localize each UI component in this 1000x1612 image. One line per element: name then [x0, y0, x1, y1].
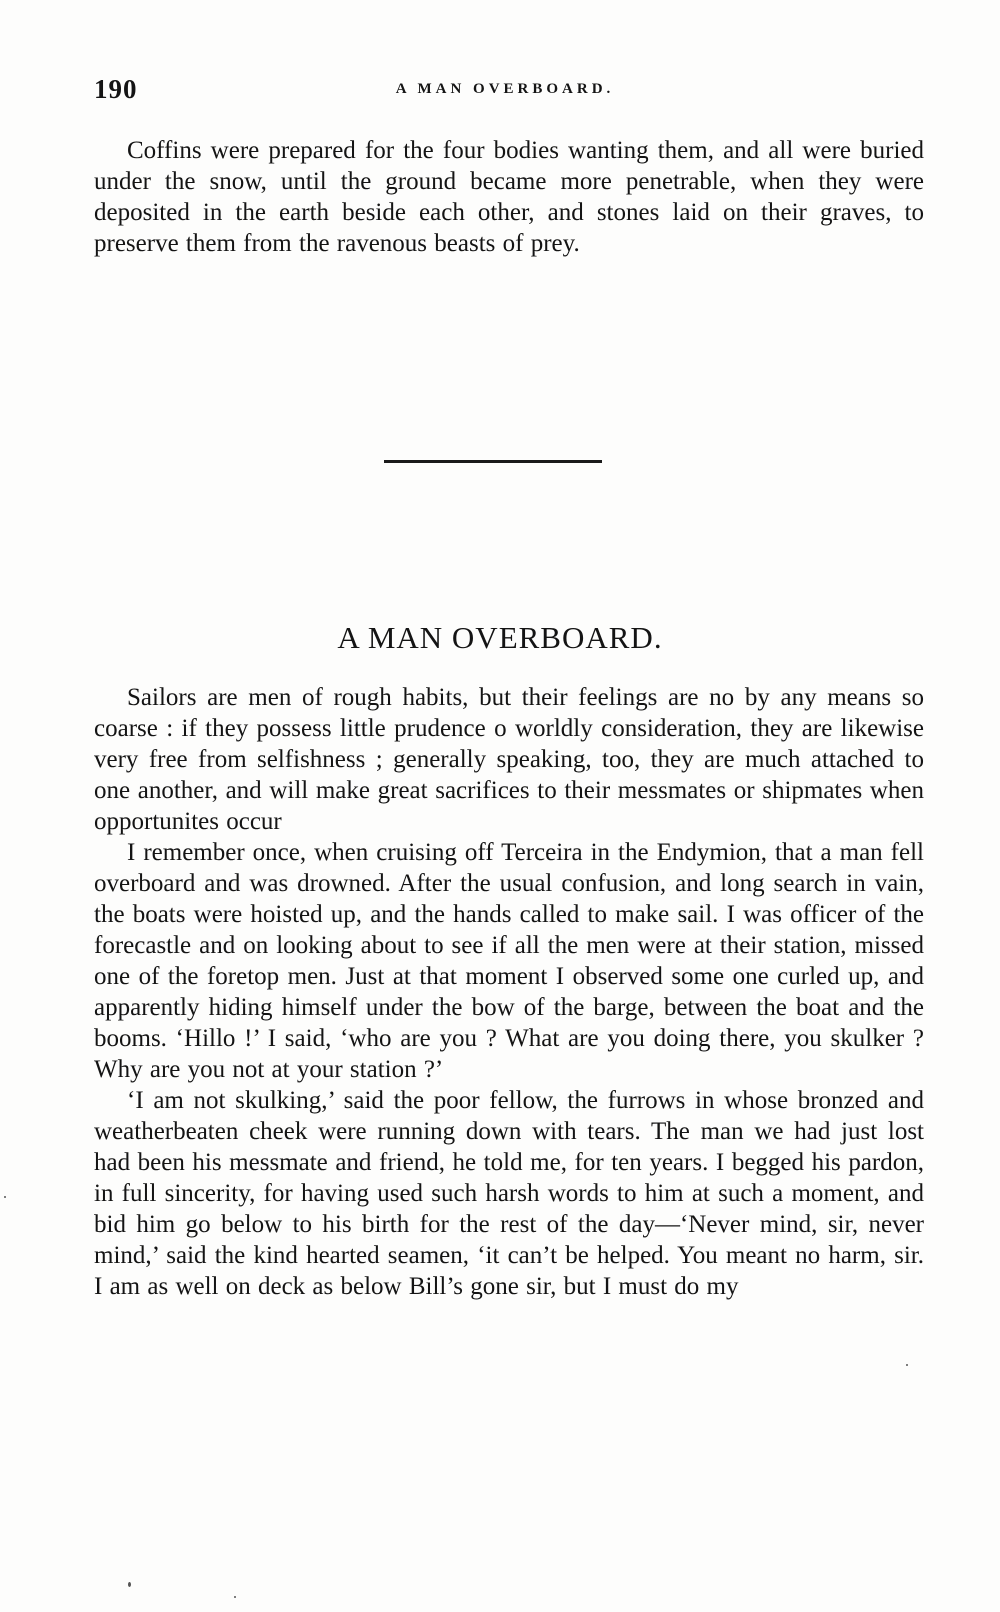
closing-paragraph-block [94, 135, 924, 259]
scan-speck [128, 1582, 131, 1587]
paragraph: Coffins were prepared for the four bodies wanting them, and all were buried under the snow, until the ground became more penetrable, when they were deposited in the earth beside each other, and stones laid on their graves, to preserve them from the ravenous beasts of prey. [94, 137, 924, 257]
scan-speck [234, 1596, 236, 1598]
scan-speck [4, 1196, 6, 1198]
section-divider-rule [384, 460, 602, 463]
section-heading: A MAN OVERBOARD. [337, 620, 663, 655]
paragraph: I remember once, when cruising off Terceira in the Endymion, that a man fell overboard and was drowned. After the usual confusion, and long search in vain, the boats were hoisted up, and the hands called to make sail. I was officer of the forecastle and on looking about to see if all the men were at their station, missed one of the foretop men. Just at that moment I observed some one curled up, and apparently hiding himself under the bow of the barge, between the boat and the booms. ‘Hillo !’ I said, ‘who are you ? What are you doing there, you skulker ? Why are you not at your station ?’ [94, 839, 924, 1083]
paragraph: Sailors are men of rough habits, but their feelings are no by any means so coarse : if they possess little prudence o worldly consideration, they are likewise very free from selfishness ; generally speaking, too, they are much attached to one another, and will make great sacrifices to their messmates or shipmates when opportunites occur [94, 684, 924, 835]
section-body [94, 682, 924, 1302]
running-title: A MAN OVERBOARD. [395, 81, 615, 97]
scan-speck [906, 1364, 908, 1366]
paragraph: ‘I am not skulking,’ said the poor fellow, the furrows in whose bronzed and weatherbeaten cheek were running down with tears. The man we had just lost had been his messmate and friend, he told me, for ten years. I begged his pardon, in full sincerity, for having used such harsh words to him at such a moment, and bid him go below to his birth for the rest of the day—‘Never mind, sir, never mind,’ said the kind hearted seamen, ‘it can’t be helped. You meant no harm, sir. I am as well on deck as below Bill’s gone sir, but I must do my [94, 1087, 924, 1300]
page-number: 190 [94, 74, 138, 104]
running-head [94, 74, 916, 114]
